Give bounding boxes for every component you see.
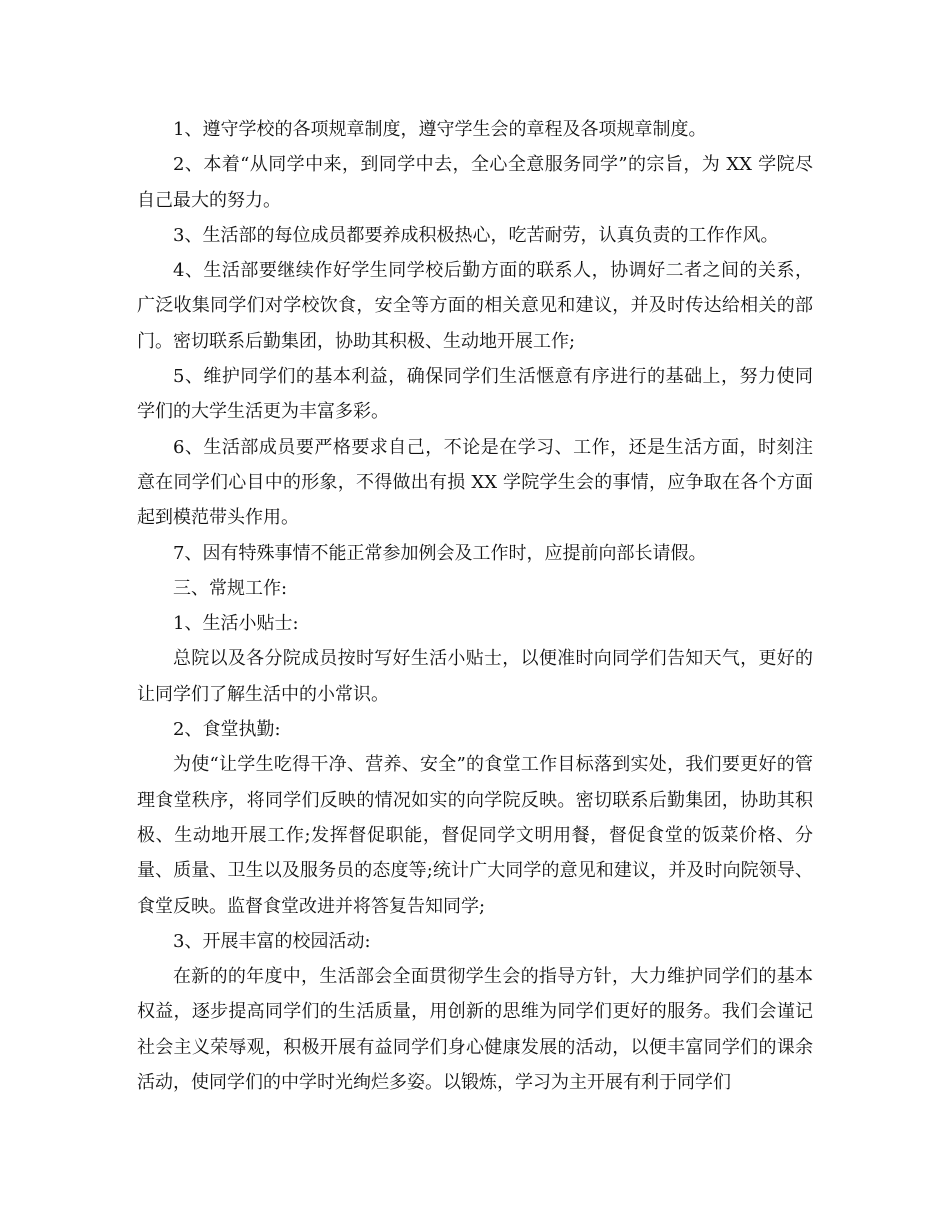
- subheading-campus-activities: 3、开展丰富的校园活动:: [173, 930, 371, 952]
- rule-3-paragraph: 3、生活部的每位成员都要养成积极热心，吃苦耐劳，认真负责的工作作风。: [173, 224, 779, 246]
- document-body: [137, 112, 813, 1100]
- subheading-life-tips: 1、生活小贴士:: [173, 613, 299, 635]
- life-tips-paragraph: 总院以及各分院成员按时写好生活小贴士，以便准时向同学们告知天气，更好的让同学们了解生活中的小常识。: [137, 648, 813, 705]
- rule-4-paragraph: 4、生活部要继续作好学生同学校后勤方面的联系人，协调好二者之间的关系，广泛收集同学们对学校饮食，安全等方面的相关意见和建议，并及时传达给相关的部门。密切联系后勤集团，协助其积极、生动地开展工作;: [137, 260, 813, 352]
- campus-activities-paragraph: 在新的的年度中，生活部会全面贯彻学生会的指导方针，大力维护同学们的基本权益，逐步提高同学们的生活质量，用创新的思维为同学们更好的服务。我们会谨记社会主义荣辱观，积极开展有益同学们身心健康发展的活动，以便丰富同学们的课余活动，使同学们的中学时光绚烂多姿。以锻炼，学习为主开展有利于同学们: [137, 966, 813, 1094]
- rule-7-paragraph: 7、因有特殊事情不能正常参加例会及工作时，应提前向部长请假。: [173, 542, 707, 564]
- subheading-canteen-duty: 2、食堂执勤:: [173, 719, 281, 741]
- rule-2-paragraph: 2、本着“从同学中来，到同学中去，全心全意服务同学”的宗旨，为 XX 学院尽自己最大的努力。: [137, 154, 813, 211]
- rule-1-paragraph: 1、遵守学校的各项规章制度，遵守学生会的章程及各项规章制度。: [173, 119, 707, 140]
- section-heading-routine-work: 三、常规工作:: [173, 577, 288, 599]
- rule-6-paragraph: 6、生活部成员要严格要求自己，不论是在学习、工作，还是生活方面，时刻注意在同学们心目中的形象，不得做出有损 XX 学院学生会的事情，应争取在各个方面起到模范带头作用。: [137, 436, 813, 529]
- canteen-duty-paragraph: 为使“让学生吃得干净、营养、安全”的食堂工作目标落到实处，我们要更好的管理食堂秩序，将同学们反映的情况如实的向学院反映。密切联系后勤集团，协助其积极、生动地开展工作;发挥督促职能，督促同学文明用餐，督促食堂的饭菜价格、分量、质量、卫生以及服务员的态度等;统计广大同学的意见和建议，并及时向院领导、食堂反映。监督食堂改进并将答复告知同学;: [137, 754, 813, 917]
- rule-5-paragraph: 5、维护同学们的基本利益，确保同学们生活惬意有序进行的基础上，努力使同学们的大学生活更为丰富多彩。: [137, 366, 813, 423]
